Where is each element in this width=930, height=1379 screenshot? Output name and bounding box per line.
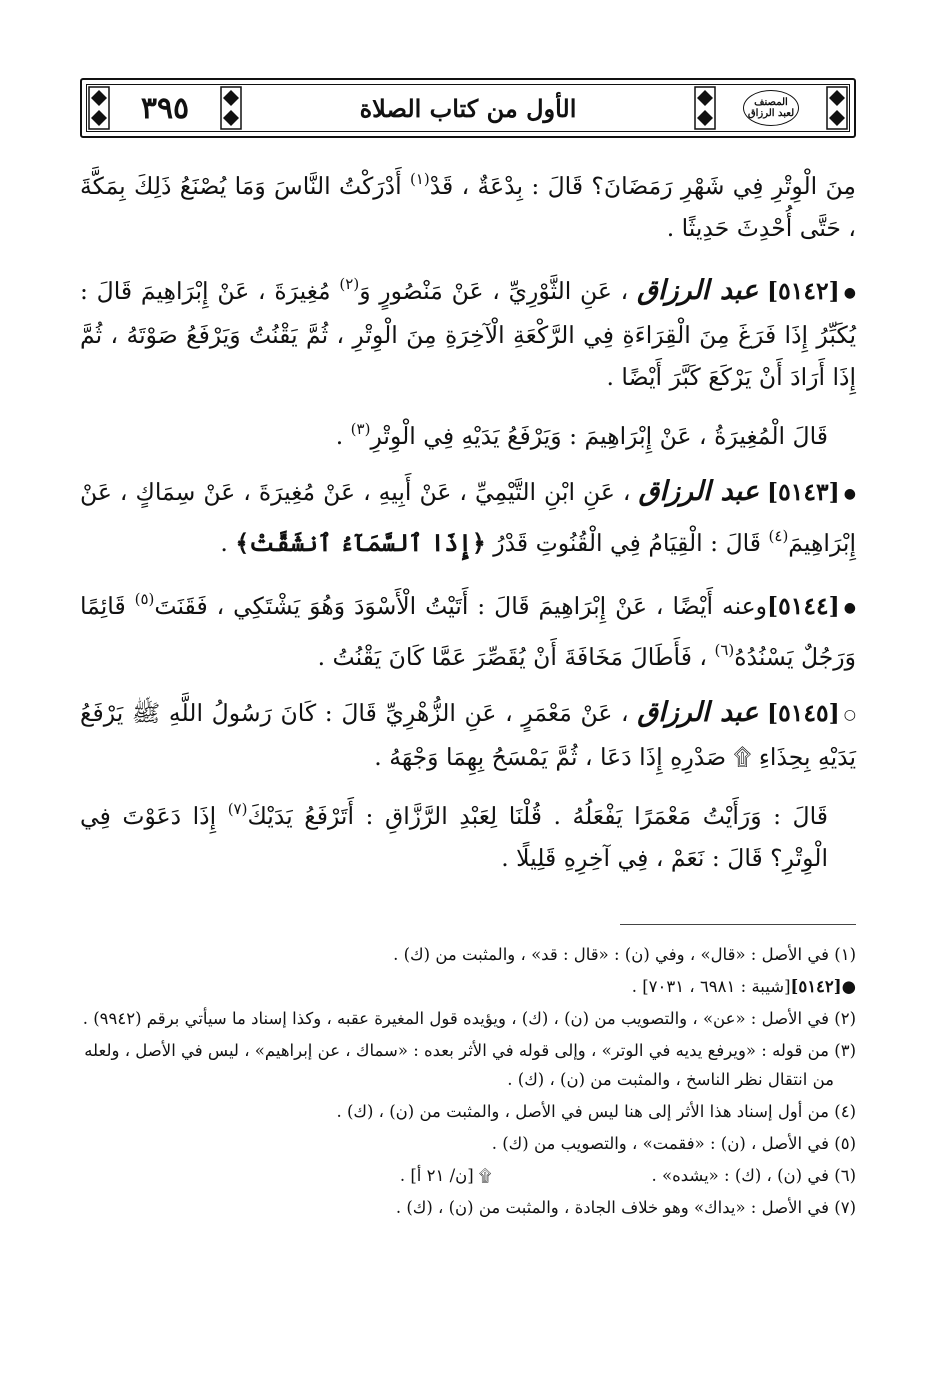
author-name: عبد الرزاق: [637, 275, 759, 306]
footnote-6: (٦) في (ن) ، (ك) : «يشده» .: [651, 1166, 856, 1185]
hadith-number: [٥١٤٢]: [790, 977, 842, 996]
footnote-ref: (٣): [350, 420, 371, 438]
seal-line-1: المصنف: [754, 97, 788, 108]
footnote-ref: (٦): [714, 641, 735, 659]
ornament-icon: [826, 86, 848, 130]
text-run: وعنه أَيْضًا ، عَنْ إِبْرَاهِيمَ قَالَ : أَتَيْتُ الْأَسْوَدَ وَهُوَ يَشْتَكِي ، فَقَنَتَ: [154, 592, 768, 620]
source-seal-cell: [718, 86, 824, 130]
text-run: [شيبة : ٦٩٨١ ، ٧٠٣١] .: [631, 977, 791, 996]
bullet-filled-icon: ●: [843, 285, 856, 301]
hadith-5142-note: [80, 408, 856, 457]
text-run: أَدْرَكْتُ النَّاسَ وَمَا يُصْنَعُ ذَلِكَ بِمَكَّةَ ، حَتَّى أُحْدِثَ حَدِيثًا .: [80, 172, 856, 242]
ornament-icon: [88, 86, 110, 130]
footnote-6-row: [80, 1161, 856, 1190]
footnote-1: (١) في الأصل : «قال» ، وفي (ن) : «قال : قد» ، والمثبت من (ك) .: [393, 945, 856, 964]
footnote-ref: (٢): [339, 275, 360, 293]
hadith-number: [٥١٤٤]: [767, 592, 840, 620]
paragraph-continuation: [80, 158, 856, 249]
text-run: قَالَ الْمُغِيرَةُ ، عَنْ إِبْرَاهِيمَ : وَيَرْفَعُ يَدَيْهِ فِي الْوِتْرِ: [370, 422, 828, 450]
text-run: .: [335, 422, 351, 450]
footnote-2: (٢) في الأصل : «عن» ، والتصويب من (ن) ، (ك) ، ويؤيده قول المغيرة عقبه ، وكذا إسناد ما سيأتي برقم (٩٩٤٢) .: [82, 1009, 856, 1028]
text-run: ، عَنِ الثَّوْرِيِّ ، عَنْ مَنْصُورٍ وَ: [359, 277, 638, 305]
text-run: ، فَأَطَالَ مَخَافَةَ أَنْ يُقَصِّرَ عَمَّا كَانَ يَقْنُتُ .: [317, 643, 715, 671]
footnote-ref: (٧): [227, 800, 248, 818]
bullet-hollow-icon: ○: [843, 707, 856, 723]
hadith-number: [٥١٤٣]: [767, 478, 840, 506]
text-run: قَالَ : وَرَأَيْتُ مَعْمَرًا يَفْعَلُهُ . قُلْنَا لِعَبْدِ الرَّزَّاقِ : أَتَرْفَعُ يَدَيْكَ: [247, 802, 828, 830]
text-run: .: [220, 529, 236, 557]
quran-quote: ﴿إِذَا ٱلسَّمَآءُ ٱنشَقَّتْ﴾: [235, 529, 486, 557]
ornament-icon: [694, 86, 716, 130]
main-text: [80, 158, 856, 893]
hadith-5145: [80, 692, 856, 778]
seal-line-2: لعبد الرزاق: [747, 108, 795, 119]
bullet-filled-icon: ●: [841, 977, 856, 996]
bullet-filled-icon: ●: [843, 600, 856, 616]
footnote-5: (٥) في الأصل ، (ن) : «فقمت» ، والتصويب من (ك) .: [491, 1134, 856, 1153]
hadith-5142: [80, 263, 856, 398]
footnote-ref: (١): [409, 170, 430, 188]
running-title: الأول من كتاب الصلاة: [359, 93, 577, 123]
footnote-4: (٤) من أول إسناد هذا الأثر إلى هنا ليس في الأصل ، والمثبت من (ن) ، (ك) .: [336, 1102, 856, 1121]
footnote-3: (٣) من قوله : «ويرفع يديه في الوتر» ، وإلى قوله في الأثر بعده : «سماك ، عن إبراهيم» ، ليس في الأصل ، ولعله من انتقال نظر الناسخ ، والمثبت من (ن) ، (ك) .: [84, 1041, 856, 1089]
footnote-7: (٧) في الأصل : «يداك» وهو خلاف الجادة ، والمثبت من (ن) ، (ك) .: [395, 1198, 856, 1217]
text-run: قَالَ : الْقِيَامُ فِي الْقُنُوتِ قَدْرُ: [485, 529, 769, 557]
text-run: مُغِيرَةَ ، عَنْ إِبْرَاهِيمَ قَالَ : يُكَبِّرُ إِذَا فَرَغَ مِنَ الْقِرَاءَةِ فِي الرَّكْعَةِ الْآخِرَةِ مِنَ الْوِتْرِ ، ثُمَّ يَقْنُتُ وَيَرْفَعُ صَوْتَهُ ، ثُمَّ إِذَا أَرَادَ أَنْ يَرْكَعَ كَبَّرَ أَيْضًا .: [80, 277, 856, 391]
manuscript-page-marker: ۩ [ن/ ٢١ أ] .: [399, 1166, 492, 1185]
author-name: عبد الرزاق: [638, 476, 759, 507]
footnote-ref: (٤): [768, 527, 789, 545]
text-run: مِنَ الْوِتْرِ فِي شَهْرِ رَمَضَانَ؟ قَالَ : بِدْعَةٌ ، قَدْ: [429, 172, 856, 200]
footnotes: [80, 940, 856, 1225]
hadith-number: [٥١٤٥]: [767, 699, 840, 727]
text-run: إِذَا دَعَوْتَ فِي الْوِتْرِ؟ قَالَ : نَعَمْ ، فِي آخِرِهِ قَلِيلًا .: [80, 802, 828, 872]
hadith-5144: [80, 578, 856, 678]
bullet-filled-icon: ●: [843, 486, 856, 502]
hadith-5143: [80, 471, 856, 564]
footnote-ref: (٥): [134, 590, 155, 608]
text-run: قَائِمًا وَرَجُلٌ يَسْنُدُهُ: [80, 592, 856, 671]
text-run: ، عَنِ ابْنِ التَّيْمِيِّ ، عَنْ أَبِيهِ ، عَنْ مُغِيرَةَ ، عَنْ سِمَاكٍ ، عَنْ إِبْرَاهِيمَ: [80, 478, 856, 557]
source-seal: [743, 90, 799, 126]
hadith-number: [٥١٤٢]: [767, 277, 840, 305]
running-header: [80, 78, 856, 138]
footnote-separator: [620, 924, 856, 925]
page-number: ٣٩٥: [140, 90, 190, 126]
text-run: ، عَنْ مَعْمَرٍ ، عَنِ الزُّهْرِيِّ قَالَ : كَانَ رَسُولُ اللَّهِ ﷺ يَرْفَعُ يَدَيْهِ بِحِذَاءِ ۩ صَدْرِهِ إِذَا دَعَا ، ثُمَّ يَمْسَحُ بِهِمَا وَجْهَهُ .: [80, 699, 856, 771]
ornament-icon: [220, 86, 242, 130]
footnote-reference-5142: [80, 972, 856, 1001]
hadith-5145-note: [80, 788, 856, 879]
author-name: عبد الرزاق: [637, 697, 759, 728]
